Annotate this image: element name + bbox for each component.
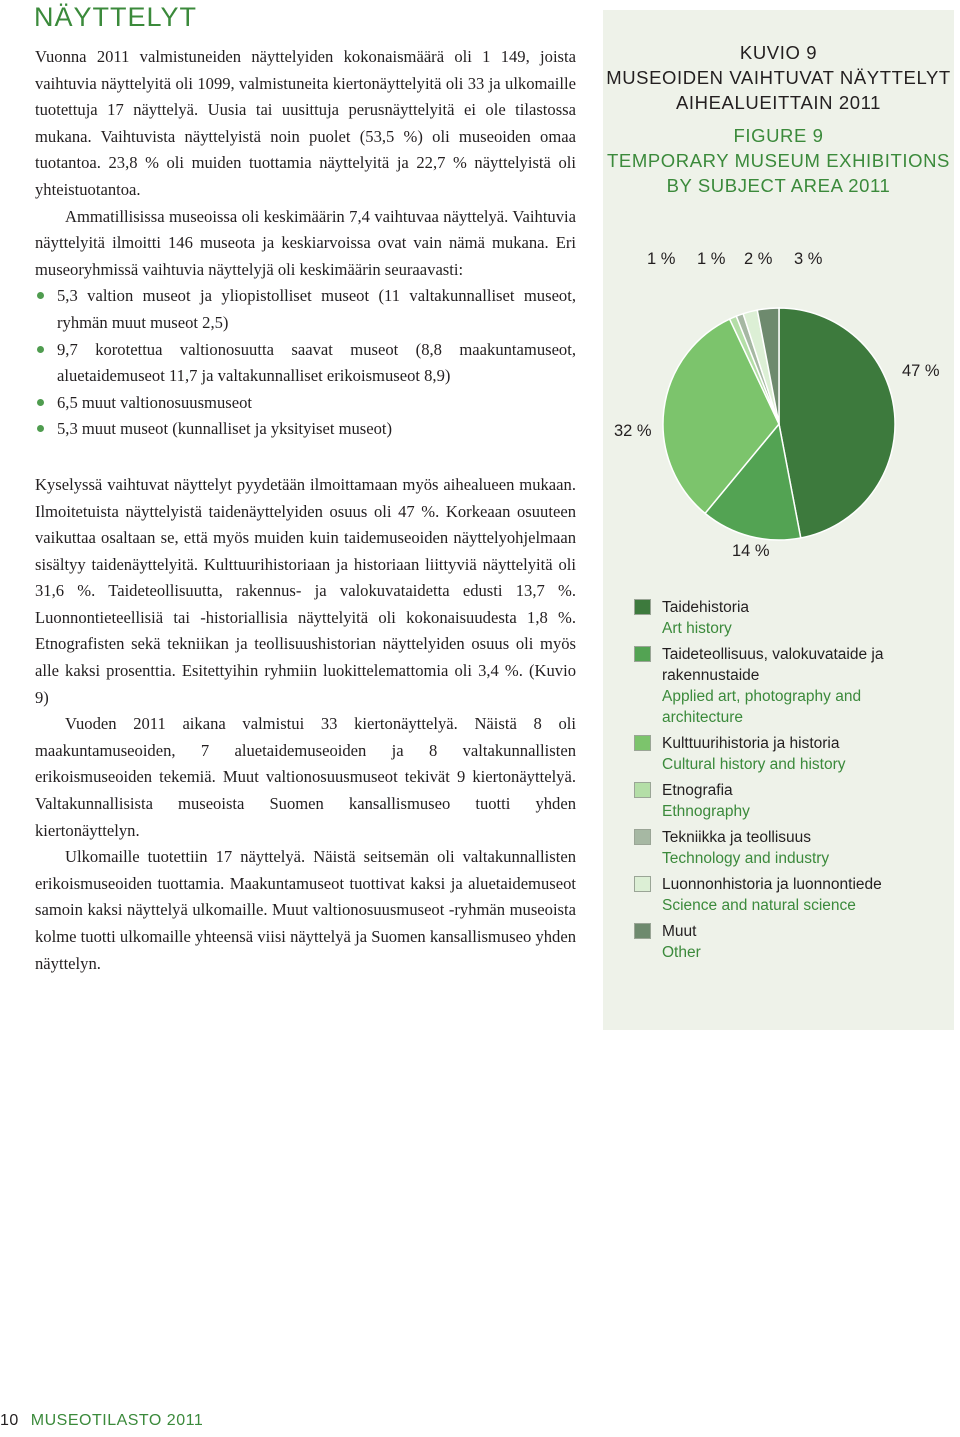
list-item [35,390,576,417]
data-label: 2 % [744,250,773,268]
list-item [35,283,576,336]
body-paragraph: Ulkomaille tuotettiin 17 näyttelyä. Näistä seitsemän oli valtakunnallisten erikoismuseoiden tuottamia. Maakuntamuseot tuottivat kaksi ja aluetaidemuseot samoin kaksi näyttelyä ulkomaille. Muut valtionosuusmuseot -ryhmän museoista kolme tuotti ulkomaille yhteensä viisi näyttelyä ja Suomen kansallismuseo yhden näyttelyn. [35,847,576,973]
intro-paragraph: Ammatillisissa museoissa oli keskimäärin 7,4 vaihtuvaa näyttelyä. Vaihtuvia näyttelyitä ilmoitti 146 museota ja keskiarvoissa ovat vain nämä mukana. Eri museoryhmissä vaihtuvia näyttelyjä oli keskimäärin seuraavasti: [35,206,576,279]
legend-swatch [634,829,651,845]
legend-item [631,644,941,728]
legend-label-fi: Muut [662,923,697,940]
page-footer [0,1412,203,1430]
bullet-icon [37,292,44,299]
legend-item [631,597,941,639]
legend-item [631,827,941,869]
data-label: 3 % [794,250,823,268]
legend-label-fi: Tekniikka ja teollisuus [662,829,812,846]
legend-item [631,921,941,963]
body-paragraph: Kyselyssä vaihtuvat näyttelyt pyydetään ilmoittamaan myös aihealueen mukaan. Ilmoitetuista näyttelyistä taidenäyttelyiden osuus oli 47 %. Korkeaan osuuteen vaikuttaa osaltaan se, että myös muiden kuin taidemuseoiden näyttelyohjelmaan sisältyy taidenäyttelyitä. Kulttuurihistoriaan ja historiaan liittyviä näyttelyitä oli 31,6 %. Taideteollisuutta, rakennus- ja valokuvataidetta edusti 13,7 %. Luonnontieteellisiä tai -historiallisia näyttelyitä oli kokonaisuudesta 1,8 %. Etnografisten sekä tekniikan ja teollisuushistorian näyttelyiden osuus oli myös alle kaksi prosenttia. Esitettyihin ryhmiin luokittelemattomia oli 3,4 %. (Kuvio 9) [35,474,576,707]
intro-paragraph: Vuonna 2011 valmistuneiden näyttelyiden kokonaismäärä oli 1 149, joista vaihtuvia näyttelyitä oli 1099, valmistuneita kiertonäyttelyitä oli 33 ja ulkomaille tuotettuja 17 näyttelyä. Uusia tai uusittuja perusnäyttelyitä ei ole tilastossa mukana. Vaihtuvista näyttelyistä noin puolet (53,5 %) oli museoiden omaa tuotantoa. 23,8 % oli muiden tuottamia näyttelyitä ja 22,7 % näyttelyistä oli yhteistuotantoa. [35,47,576,199]
legend-label-en: Art history [662,620,732,637]
legend-label-en: Ethnography [662,803,750,820]
legend [631,597,941,968]
figure-panel [603,10,954,1030]
list-item-text: 6,5 muut valtionosuusmuseot [57,392,252,412]
bullet-icon [37,399,44,406]
figure-number-fi: KUVIO 9 [739,42,818,63]
list-item-text: 5,3 valtion museot ja yliopistolliset museot (11 valtakunnalliset museot, ryhmän muut museot 2,5) [57,286,576,332]
legend-item [631,780,941,822]
section-title: NÄYTTELYT [34,2,198,32]
article-body [35,44,576,977]
legend-label-fi: Luonnonhistoria ja luonnontiede [662,876,882,893]
legend-swatch [634,735,651,751]
figure-title-fi-line: MUSEOIDEN VAIHTUVAT NÄYTTELYT [606,67,951,88]
data-label: 47 % [902,362,940,380]
bullet-list [35,283,576,443]
legend-swatch [634,876,651,892]
body-paragraph: Vuoden 2011 aikana valmistui 33 kiertonäyttelyä. Näistä 8 oli maakuntamuseoiden, 7 aluetaidemuseoiden ja 8 valtakunnallisten erikoismuseoiden tekemiä. Muut valtionosuusmuseot tekivät 9 kiertonäyttelyä. Valtakunnallisista museoista Suomen kansallismuseo tuotti yhden kiertonäyttelyn. [35,714,576,840]
legend-swatch [634,646,651,662]
legend-label-en: Applied art, photography and architecture [662,688,862,726]
page-number: 10 [0,1412,19,1429]
list-item [35,416,576,443]
legend-label-en: Technology and industry [662,850,830,867]
legend-swatch [634,782,651,798]
figure-number-en: FIGURE 9 [733,125,824,146]
legend-swatch [634,599,651,615]
legend-item [631,874,941,916]
legend-label-fi: Taidehistoria [662,599,750,616]
list-item-text: 9,7 korotettua valtionosuutta saavat museot (8,8 maakuntamuseot, aluetaidemuseot 11,7 ja valtakunnalliset erikoismuseot 8,9) [57,339,576,386]
pie-slice [779,308,895,538]
legend-label-fi: Kulttuurihistoria ja historia [662,735,840,752]
figure-title-fi-line: AIHEALUEITTAIN 2011 [675,92,882,113]
figure-title-en-line: TEMPORARY MUSEUM EXHIBITIONS [607,150,950,171]
figure-title-en-line: BY SUBJECT AREA 2011 [666,175,891,196]
legend-item [631,733,941,775]
legend-label-en: Science and natural science [662,897,856,914]
list-item-text: 5,3 muut museot (kunnalliset ja yksityiset museot) [57,419,393,439]
legend-label-fi: Taideteollisuus, valokuvataide ja rakennustaide [662,646,884,684]
legend-label-en: Other [662,944,701,961]
data-label: 14 % [732,542,770,560]
data-label: 1 % [647,250,676,268]
legend-label-fi: Etnografia [662,782,733,799]
list-item [35,337,576,390]
legend-swatch [634,923,651,939]
data-label: 32 % [614,422,652,440]
legend-label-en: Cultural history and history [662,756,846,773]
data-label: 1 % [697,250,726,268]
pie-chart [603,10,954,570]
publication-name: MUSEOTILASTO 2011 [30,1412,204,1429]
bullet-icon [37,346,44,353]
bullet-icon [37,425,44,432]
